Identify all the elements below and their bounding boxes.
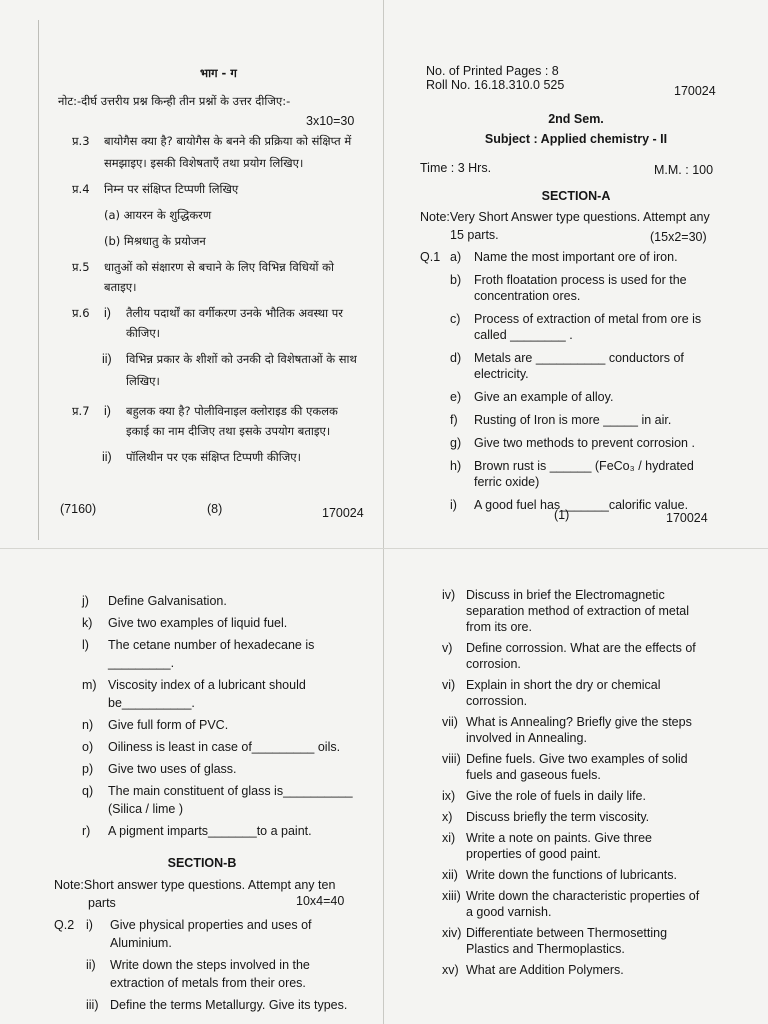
hindi-heading: भाग - ग	[200, 66, 237, 80]
paper-code: 170024	[674, 84, 716, 98]
hindi-q7-ii-label: ii)	[102, 450, 112, 464]
question-text-continued: separation method of extraction of metal	[466, 604, 690, 618]
question-text: Give the role of fuels in daily life.	[466, 789, 646, 803]
question-text: Write down the steps involved in the	[110, 958, 310, 972]
section-a-marks: (15x2=30)	[650, 230, 707, 244]
question-text: Rusting of Iron is more _____ in air.	[474, 413, 672, 427]
question-text: A good fuel has_______calorific value.	[474, 498, 689, 512]
question-text: Process of extraction of metal from ore is	[474, 312, 702, 326]
hindi-q6-ii-line1: विभिन्न प्रकार के शीशों को उनकी दो विशेषताओं के साथ	[126, 352, 357, 366]
hindi-section-page	[0, 0, 384, 540]
hindi-q6-number: प्र.6	[72, 306, 90, 320]
hindi-q5-line1: धातुओं को संक्षारण से बचाने के लिए विभिन्न विधियों को	[104, 260, 334, 274]
section-b-note-cont: parts	[88, 896, 116, 910]
question-text-continued: fuels and gaseous fuels.	[466, 768, 601, 782]
question-text: Froth floatation process is used for the	[474, 273, 687, 287]
question-text: Discuss briefly the term viscosity.	[466, 810, 650, 824]
question-label: xv)	[442, 963, 459, 977]
question-text-continued: properties of good paint.	[466, 847, 601, 861]
hindi-q7-i-label: i)	[104, 404, 111, 418]
question-label: ii)	[86, 958, 96, 972]
hindi-q4-b: (b) मिश्रधातु के प्रयोजन	[104, 234, 206, 248]
hindi-q6-i-line1: तैलीय पदार्थों का वर्गीकरण उनके भौतिक अवस्था पर	[126, 306, 343, 320]
question-text: Discuss in brief the Electromagnetic	[466, 588, 665, 602]
section-a-title: SECTION-A	[541, 189, 611, 203]
question-text-continued: extraction of metals from their ores.	[110, 976, 306, 990]
question-text: Define corrossion. What are the effects of	[466, 641, 696, 655]
question-text-continued: from its ore.	[466, 620, 532, 634]
question-text: The main constituent of glass is__________	[108, 784, 353, 798]
question-label: vi)	[442, 678, 456, 692]
question-label: xiv)	[442, 926, 462, 940]
footer-page-number: (1)	[554, 508, 570, 522]
question-text: Write down the characteristic properties of	[466, 889, 700, 903]
subject-title: Subject : Applied chemistry - II	[484, 132, 668, 146]
section-b-marks: 10x4=40	[296, 894, 345, 908]
question-label: xii)	[442, 868, 458, 882]
question-label: e)	[450, 390, 462, 404]
question-label: p)	[82, 762, 94, 776]
question-text: Define fuels. Give two examples of solid	[466, 752, 688, 766]
question-text-continued: be__________.	[108, 696, 195, 710]
question-text: The cetane number of hexadecane is	[108, 638, 315, 652]
footer-paper-code: 170024	[666, 511, 708, 525]
exam-time: Time : 3 Hrs.	[420, 161, 492, 175]
hindi-note: नोट:-दीर्घ उत्तरीय प्रश्न किन्ही तीन प्रश्नों के उत्तर दीजिए:-	[58, 94, 291, 108]
section-b-note: Note:Short answer type questions. Attempt any ten	[54, 878, 336, 892]
question-label: viii)	[442, 752, 461, 766]
question-label: xi)	[442, 831, 456, 845]
page-fold-horizontal	[0, 548, 768, 549]
question-label: n)	[82, 718, 94, 732]
hindi-q3-line2: समझाइए। इसकी विशेषताएँ तथा प्रयोग लिखिए।	[104, 156, 304, 170]
hindi-q5-line2: बताइए।	[104, 280, 137, 294]
question-label: d)	[450, 351, 462, 365]
question-label: f)	[450, 413, 458, 427]
question-label: h)	[450, 459, 462, 473]
question-label: o)	[82, 740, 94, 754]
question-text-continued: Aluminium.	[110, 936, 172, 950]
question-text: Give two uses of glass.	[108, 762, 237, 776]
question-label: iii)	[86, 998, 99, 1012]
question-text-continued: called ________ .	[474, 328, 573, 342]
section-a-note-cont: 15 parts.	[450, 228, 499, 242]
question-label: xiii)	[442, 889, 461, 903]
hindi-q4-text: निम्न पर संक्षिप्त टिप्पणी लिखिए	[104, 182, 239, 196]
question-text: Oiliness is least in case of_________ oils.	[108, 740, 341, 754]
question-label: x)	[442, 810, 453, 824]
hindi-q7-number: प्र.7	[72, 404, 90, 418]
hindi-q3-number: प्र.3	[72, 134, 90, 148]
question-label: iv)	[442, 588, 456, 602]
question-label: ix)	[442, 789, 456, 803]
hindi-q6-i-label: i)	[104, 306, 111, 320]
question-text-continued: concentration ores.	[474, 289, 581, 303]
hindi-q7-ii-text: पॉलिथीन पर एक संक्षिप्त टिप्पणी कीजिए।	[126, 450, 301, 464]
question-label: q)	[82, 784, 94, 798]
question-text: Metals are __________ conductors of	[474, 351, 684, 365]
question-text: Give physical properties and uses of	[110, 918, 312, 932]
question-text: Viscosity index of a lubricant should	[108, 678, 306, 692]
question-text-continued: corrossion.	[466, 694, 528, 708]
section-a-note: Note:Very Short Answer type questions. Attempt any	[420, 210, 710, 224]
hindi-q7-i-line2: इकाई का नाम दीजिए तथा इसके उपयोग बताइए।	[126, 424, 331, 438]
section-b-title: SECTION-B	[167, 856, 237, 870]
question-text: Differentiate between Thermosetting	[466, 926, 668, 940]
question-label: j)	[82, 594, 89, 608]
question-text: Give full form of PVC.	[108, 718, 229, 732]
question-label: g)	[450, 436, 462, 450]
printed-pages: No. of Printed Pages : 8	[426, 64, 559, 78]
question-label: c)	[450, 312, 461, 326]
question-text-continued: _________.	[108, 656, 175, 670]
question-text: Define the terms Metallurgy. Give its types.	[110, 998, 348, 1012]
question-text: Write down the functions of lubricants.	[466, 868, 677, 882]
question-text: Name the most important ore of iron.	[474, 250, 678, 264]
question-text-continued: Plastics and Thermoplastics.	[466, 942, 625, 956]
question-text-continued: (Silica / lime )	[108, 802, 184, 816]
max-marks: M.M. : 100	[654, 163, 714, 177]
question-text: Brown rust is ______ (FeCo₃ / hydrated	[474, 459, 694, 473]
footer-code: (7160)	[60, 502, 97, 516]
question-text: Give two methods to prevent corrosion .	[474, 436, 695, 450]
section-b-continued-page	[384, 560, 768, 1024]
question-text: Explain in short the dry or chemical	[466, 678, 661, 692]
question-label: v)	[442, 641, 453, 655]
question-label: a)	[450, 250, 462, 264]
question-label: m)	[82, 678, 97, 692]
hindi-q3-line1: बायोगैस क्या है? बायोगैस के बनने की प्रक्रिया को संक्षिप्त में	[104, 134, 352, 148]
question-text: What is Annealing? Briefly give the steps	[466, 715, 692, 729]
question-label: l)	[82, 638, 89, 652]
hindi-q7-i-line1: बहुलक क्या है? पोलीविनाइल क्लोराइड की एकलक	[126, 404, 338, 418]
question-label: b)	[450, 273, 462, 287]
roll-number: Roll No. 16.18.310.0 525	[426, 78, 565, 92]
hindi-q4-a: (a) आयरन के शुद्धिकरण	[104, 208, 212, 222]
question-text: Give an example of alloy.	[474, 390, 614, 404]
question-text: Write a note on paints. Give three	[466, 831, 652, 845]
question-text-continued: corrosion.	[466, 657, 521, 671]
question-text: A pigment imparts_______to a paint.	[108, 824, 312, 838]
question-label: vii)	[442, 715, 458, 729]
question-label: i)	[86, 918, 93, 932]
hindi-q5-number: प्र.5	[72, 260, 90, 274]
question-text: Define Galvanisation.	[108, 594, 227, 608]
semester: 2nd Sem.	[548, 112, 604, 126]
hindi-q6-ii-label: ii)	[102, 352, 112, 366]
hindi-q6-ii-line2: लिखिए।	[126, 374, 160, 388]
question-text-continued: ferric oxide)	[474, 475, 540, 489]
hindi-q6-i-line2: कीजिए।	[126, 326, 161, 340]
section-a-page	[384, 0, 768, 540]
footer-page-number: (8)	[207, 502, 223, 516]
question-text: Give two examples of liquid fuel.	[108, 616, 288, 630]
question-text-continued: involved in Annealing.	[466, 731, 587, 745]
question-label: k)	[82, 616, 93, 630]
section-b-page	[0, 560, 384, 1024]
question-label: i)	[450, 498, 457, 512]
question-text-continued: a good varnish.	[466, 905, 552, 919]
question-text-continued: electricity.	[474, 367, 529, 381]
hindi-marks: 3x10=30	[306, 114, 355, 128]
question-label: r)	[82, 824, 91, 838]
q1-number: Q.1	[420, 250, 441, 264]
q2-number: Q.2	[54, 918, 75, 932]
question-text: What are Addition Polymers.	[466, 963, 624, 977]
hindi-q4-number: प्र.4	[72, 182, 90, 196]
footer-paper-code: 170024	[322, 506, 364, 520]
